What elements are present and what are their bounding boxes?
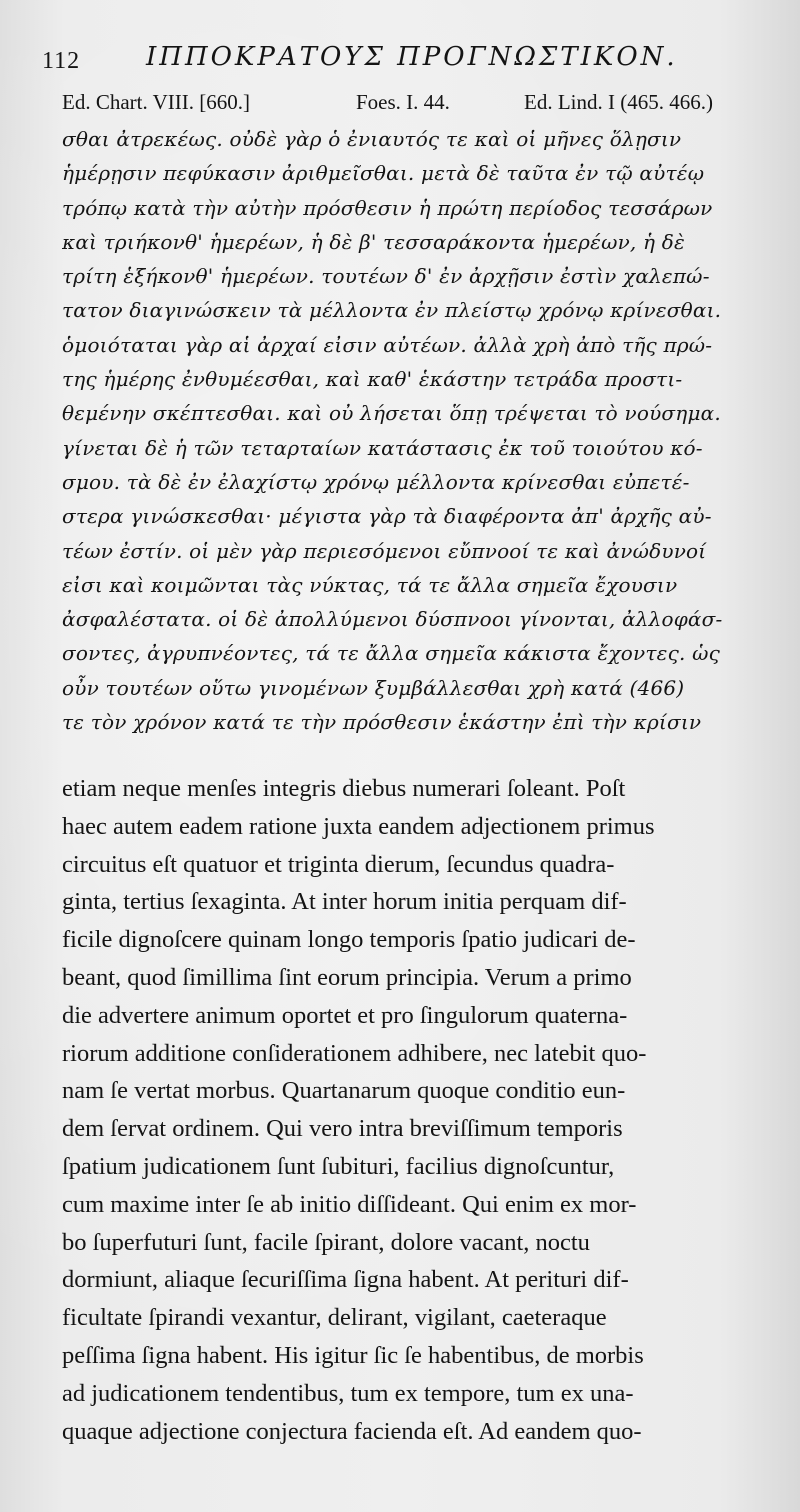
greek-text-line: εἰσι καὶ κοιμῶνται τὰς νύκτας, τά τε ἄλλα σημεῖα ἔχουσιν [62, 572, 678, 597]
greek-text-line: τέων ἐστίν. οἱ μὲν γὰρ περιεσόμενοι εὔπνοοί τε καὶ ἀνώδυνοί [62, 538, 707, 563]
latin-text-line: peſſima ſigna habent. His igitur ſic ſe habentibus, de morbis [62, 1341, 644, 1369]
latin-text-line: cum maxime inter ſe ab initio diſſideant. Qui enim ex mor- [62, 1190, 637, 1218]
greek-text-block [62, 122, 792, 739]
greek-text-line: θεμένην σκέπτεσθαι. καὶ οὐ λήσεται ὅπῃ τρέψεται τὸ νούσημα. [62, 401, 721, 426]
greek-text-line: τατον διαγινώσκειν τὰ μέλλοντα ἐν πλείστῳ χρόνῳ κρίνεσθαι. [62, 298, 722, 323]
latin-text-line: ſpatium judicationem ſunt ſubituri, facilius dignoſcuntur, [62, 1152, 615, 1180]
latin-text-line: riorum additione conſiderationem adhibere, nec latebit quo- [62, 1039, 647, 1067]
greek-text-line: γίνεται δὲ ἡ τῶν τεταρταίων κατάστασις ἐκ τοῦ τοιούτου κό- [62, 435, 703, 460]
latin-text-line: quaque adjectione conjectura facienda eſt. Ad eandem quo- [62, 1417, 642, 1445]
greek-text-line: τρίτη ἑξήκονθ' ἡμερέων. τουτέων δ' ἐν ἀρχῇσιν ἐστὶν χαλεπώ- [62, 264, 710, 289]
greek-text-line: σοντες, ἀγρυπνέοντες, τά τε ἄλλα σημεῖα κάκιστα ἔχοντες. ὡς [62, 641, 720, 666]
latin-text-line: dem ſervat ordinem. Qui vero intra breviſſimum temporis [62, 1115, 623, 1143]
latin-translation-block [62, 770, 792, 1450]
greek-text-line: ἀσφαλέστατα. οἱ δὲ ἀπολλύμενοι δύσπνοοι γίνονται, ἀλλοφάσ- [62, 607, 723, 632]
greek-text-line: ἡμέρῃσιν πεφύκασιν ἀριθμεῖσθαι. μετὰ δὲ ταῦτα ἐν τῷ αὐτέῳ [62, 161, 705, 186]
latin-text-line: bo ſuperfuturi ſunt, facile ſpirant, dolore vacant, noctu [62, 1228, 590, 1256]
greek-text-line: οὖν τουτέων οὕτω γινομένων ξυμβάλλεσθαι χρὴ κατά (466) [62, 675, 685, 700]
latin-text-line: etiam neque menſes integris diebus numerari ſoleant. Poſt [62, 775, 626, 802]
latin-text-line: circuitus eſt quatuor et triginta dierum, ſecundus quadra- [62, 850, 615, 878]
edition-references [62, 90, 782, 120]
latin-text-line: ficile dignoſcere quinam longo temporis ſpatio judicari de- [62, 926, 636, 954]
greek-text-line: τρόπῳ κατὰ τὴν αὐτὴν πρόσθεσιν ἡ πρώτη περίοδος τεσσάρων [62, 195, 713, 220]
latin-text-line: dormiunt, aliaque ſecuriſſima ſigna habent. At perituri dif- [62, 1266, 629, 1294]
latin-text-line: ginta, tertius ſexaginta. At inter horum initia perquam dif- [62, 888, 627, 916]
edition-chartier-ref: Ed. Chart. VIII. [660.] [62, 90, 250, 114]
greek-text-line: καὶ τριήκονθ' ἡμερέων, ἡ δὲ β' τεσσαράκοντα ἡμερέων, ἡ δὲ [62, 229, 685, 254]
page-header [42, 42, 782, 82]
greek-text-line: ὁμοιόταται γὰρ αἱ ἀρχαί εἰσιν αὐτέων. ἀλλὰ χρὴ ἀπὸ τῆς πρώ- [62, 332, 713, 357]
page-number: 112 [42, 48, 81, 74]
latin-text-line: ficultate ſpirandi vexantur, delirant, vigilant, caeteraque [62, 1304, 607, 1332]
latin-text-line: haec autem eadem ratione juxta eandem adjectionem primus [62, 812, 655, 840]
running-title: ΙΠΠΟΚΡΑΤΟΥΣ ΠΡΟΓΝΩΣΤΙΚΟΝ. [146, 42, 678, 72]
greek-text-line: τε τὸν χρόνον κατά τε τὴν πρόσθεσιν ἑκάστην ἐπὶ τὴν κρίσιν [62, 710, 702, 735]
greek-text-line: της ἡμέρης ἐνθυμέεσθαι, καὶ καθ' ἑκάστην τετράδα προστι- [62, 367, 683, 392]
edition-linden-ref: Ed. Lind. I (465. 466.) [524, 90, 713, 114]
greek-text-line: σμου. τὰ δὲ ἐν ἐλαχίστῳ χρόνῳ μέλλοντα κρίνεσθαι εὐπετέ- [62, 469, 690, 494]
latin-text-line: ad judicationem tendentibus, tum ex tempore, tum ex una- [62, 1379, 634, 1407]
greek-text-line: στερα γινώσκεσθαι· μέγιστα γὰρ τὰ διαφέροντα ἀπ' ἀρχῆς αὐ- [62, 504, 712, 529]
latin-text-line: beant, quod ſimillima ſint eorum principia. Verum a primo [62, 963, 632, 991]
latin-text-line: nam ſe vertat morbus. Quartanarum quoque conditio eun- [62, 1077, 626, 1105]
edition-foes-ref: Foes. I. 44. [356, 90, 450, 114]
latin-text-line: die advertere animum oportet et pro ſingulorum quaterna- [62, 1001, 628, 1029]
greek-text-line: σθαι ἀτρεκέως. οὐδὲ γὰρ ὁ ἐνιαυτός τε καὶ οἱ μῆνες ὅλῃσιν [62, 127, 682, 151]
